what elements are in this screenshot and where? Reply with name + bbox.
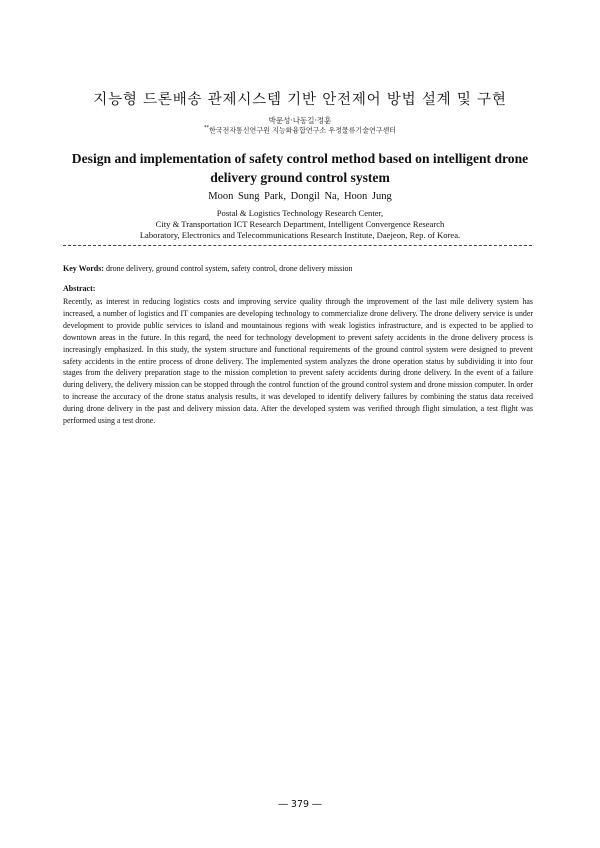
affiliation-marker: ** — [203, 125, 209, 131]
keywords-text: drone delivery, ground control system, safety control, drone delivery mission — [105, 264, 353, 273]
keywords-line — [63, 264, 543, 273]
korean-authors: 박문성·나동길·정훈 — [268, 116, 332, 125]
keywords-label: Key Words: — [63, 264, 104, 273]
english-title: Design and implementation of safety control method based on intelligent drone delivery ground control system — [71, 151, 529, 185]
korean-title: 지능형 드론배송 관제시스템 기반 안전제어 방법 설계 및 구현 — [93, 92, 507, 108]
english-authors: Moon Sung Park, Dongil Na, Hoon Jung — [208, 191, 392, 202]
english-affiliation — [0, 208, 600, 241]
korean-affiliation-text: 한국전자통신연구원 지능화융합연구소 우정물류기술연구센터 — [208, 126, 397, 135]
affiliation-line: City & Transportation ICT Research Department, Intelligent Convergence Research — [155, 219, 445, 229]
abstract-body: Recently, as interest in reducing logistics costs and improving service quality through the improvement of the last mile delivery system has increased, a number of logistics and IT companies are developing technology to commercialize drone delivery. The drone delivery service is under development to provide public services to island and mountainous regions with weak logistics infrastructure, and is expected to be applied to downtown areas in the future. In this regard, the need for technology development to prevent safety accidents in the drone delivery process is increasingly emphasized. In this study, the system structure and functional requirements of the ground control system were designed to prevent safety accidents in the entire process of drone delivery. The implemented system analyzes the drone operation status by subdividing it into four stages from the delivery preparation stage to the mission completion to prevent safety accidents during drone delivery. In the event of a failure during delivery, the delivery mission can be stopped through the control function of the ground control system and drone mission computer. In order to increase the accuracy of the drone status analysis results, it was developed to identify delivery failures by combining the status data received during drone delivery in the past and delivery mission data. After the developed system was verified through flight simulation, a test flight was performed using a test drone. — [63, 297, 533, 426]
abstract-label: Abstract: — [63, 284, 96, 293]
affiliation-line: Postal & Logistics Technology Research Center, — [216, 208, 384, 218]
affiliation-line: Laboratory, Electronics and Telecommunications Research Institute, Daejeon, Rep. of Korea. — [139, 230, 461, 240]
page-number: ― 379 ― — [278, 799, 322, 810]
section-divider — [63, 245, 532, 246]
korean-affiliation — [0, 125, 600, 135]
